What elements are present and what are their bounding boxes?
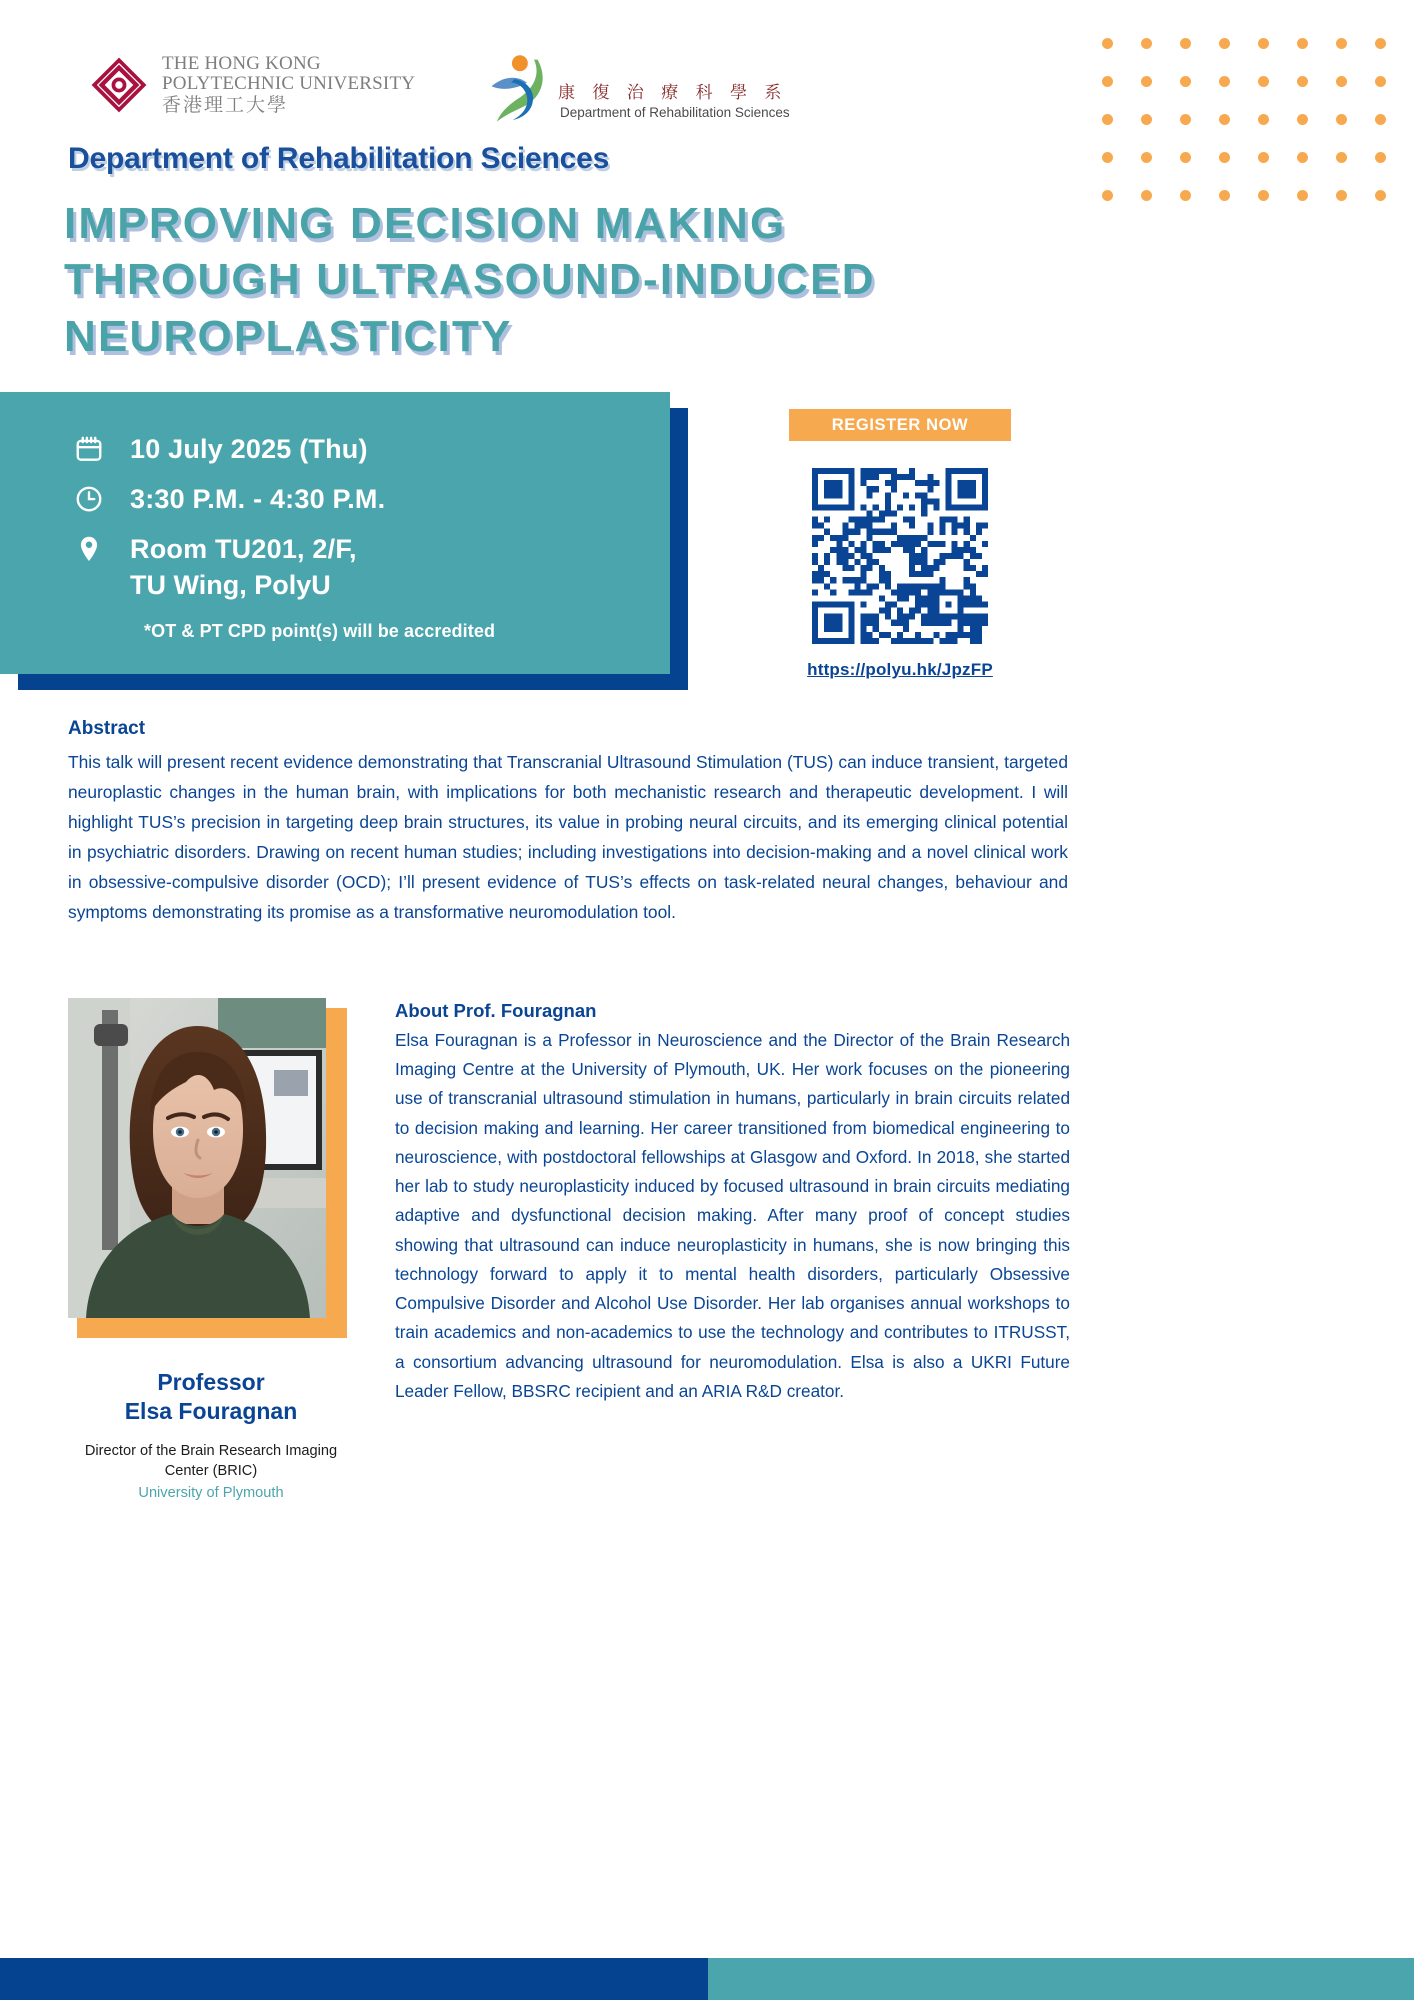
- register-now-button[interactable]: REGISTER NOW: [789, 409, 1011, 441]
- footer-bar: [0, 1958, 1414, 2000]
- polyu-logo-line1: THE HONG KONG: [162, 53, 321, 75]
- dot-decoration: [1297, 114, 1308, 125]
- event-info-panel: [0, 392, 670, 674]
- dot-decoration: [1375, 190, 1386, 201]
- polyu-logo-line2: POLYTECHNIC UNIVERSITY: [162, 73, 416, 95]
- dot-decoration: [1180, 152, 1191, 163]
- event-time-row: [72, 474, 670, 524]
- speaker-portrait-image: [68, 998, 326, 1318]
- footer-bar-teal: [708, 1958, 1414, 2000]
- location-pin-icon: [72, 532, 106, 566]
- dot-decoration: [1102, 152, 1113, 163]
- dot-decoration: [1258, 114, 1269, 125]
- dot-decoration: [1141, 152, 1152, 163]
- department-logo-chinese: 康 復 治 療 科 學 系: [558, 83, 788, 103]
- dot-decoration: [1102, 190, 1113, 201]
- department-logo: [488, 52, 790, 124]
- dot-decoration: [1102, 76, 1113, 87]
- about-body: Elsa Fouragnan is a Professor in Neuroscience and the Director of the Brain Research Imaging Centre at the University of Plymouth, UK. Her work focuses on the pioneering use of transcranial ultrasound stimulation in humans, particularly in brain circuits related to decision making and learning. Her career transitioned from biomedical engineering to neuroscience, with postdoctoral fellowships at Glasgow and Oxford. In 2018, she started her lab to study neuroplasticity induced by focused ultrasound in brain circuits mediating adaptive and dysfunctional decision making. After many proof of concept studies showing that ultrasound can induce neuroplasticity in humans, she is now bringing this technology forward to apply it to mental health disorders, particularly Obsessive Compulsive Disorder and Alcohol Use Disorder. Her lab organises annual workshops to train academics and non-academics to use the technology and contributes to ITRUSST, a consortium advancing ultrasound for neuromodulation. Elsa is also a UKRI Future Leader Fellow, BBSRC recipient and an ARIA R&D creator.: [395, 1030, 1070, 1401]
- logo-row: [88, 52, 908, 126]
- department-logo-text: [558, 78, 790, 120]
- registration-url[interactable]: https://polyu.hk/JpzFP: [807, 660, 993, 679]
- dot-decoration: [1219, 76, 1230, 87]
- dot-decoration: [1180, 190, 1191, 201]
- abstract-heading: Abstract: [68, 718, 146, 739]
- polyu-knot-logo-icon: [88, 54, 150, 116]
- speaker-affiliation: University of Plymouth: [138, 1485, 284, 1501]
- department-heading: Department of Rehabilitation Sciences: [68, 142, 610, 175]
- speaker-title-line: Professor: [157, 1369, 265, 1395]
- rehab-sciences-logo-icon: [488, 52, 550, 124]
- qr-code[interactable]: [812, 468, 988, 644]
- dot-decoration: [1180, 76, 1191, 87]
- dot-decoration: [1375, 152, 1386, 163]
- speaker-role: [46, 1442, 376, 1481]
- dot-decoration: [1375, 76, 1386, 87]
- dot-decoration: [1375, 38, 1386, 49]
- dot-decoration: [1219, 152, 1230, 163]
- event-venue-line2: TU Wing, PolyU: [130, 570, 331, 600]
- speaker-role-line2: Center (BRIC): [164, 1462, 258, 1479]
- speaker-portrait: [68, 998, 326, 1318]
- dot-decoration: [1258, 76, 1269, 87]
- event-time-value: 3:30 P.M. - 4:30 P.M.: [130, 483, 386, 514]
- speaker-name-block: [46, 1368, 376, 1427]
- speaker-role-line1: Director of the Brain Research Imaging: [84, 1443, 338, 1459]
- dot-decoration: [1375, 114, 1386, 125]
- polyu-logo: [88, 54, 415, 116]
- dot-decoration: [1258, 152, 1269, 163]
- dot-decoration: [1219, 114, 1230, 125]
- dot-decoration: [1141, 38, 1152, 49]
- dot-decoration: [1219, 38, 1230, 49]
- dot-grid-decoration: [1102, 38, 1398, 223]
- calendar-icon: [72, 432, 106, 466]
- polyu-logo-text: [162, 54, 415, 115]
- page-title: IMPROVING DECISION MAKING THROUGH ULTRASOUND-INDUCED NEUROPLASTICITY: [64, 199, 876, 361]
- event-venue-line1: Room TU201, 2/F,: [130, 533, 357, 564]
- department-logo-english: Department of Rehabilitation Sciences: [560, 105, 790, 120]
- about-heading: About Prof. Fouragnan: [395, 1000, 597, 1021]
- speaker-name: Elsa Fouragnan: [124, 1398, 298, 1425]
- dot-decoration: [1219, 190, 1230, 201]
- dot-decoration: [1180, 38, 1191, 49]
- dot-decoration: [1141, 190, 1152, 201]
- event-date-row: [72, 424, 670, 474]
- qr-code-icon: [812, 468, 988, 644]
- dot-decoration: [1297, 152, 1308, 163]
- dot-decoration: [1336, 114, 1347, 125]
- dot-decoration: [1180, 114, 1191, 125]
- dot-decoration: [1297, 190, 1308, 201]
- event-venue-row: [72, 524, 670, 574]
- clock-icon: [72, 482, 106, 516]
- dot-decoration: [1336, 152, 1347, 163]
- dot-decoration: [1336, 76, 1347, 87]
- footer-bar-blue: [0, 1958, 708, 2000]
- dot-decoration: [1336, 190, 1347, 201]
- dot-decoration: [1297, 76, 1308, 87]
- cpd-note: *OT & PT CPD point(s) will be accredited: [144, 621, 496, 641]
- polyu-logo-chinese: 香港理工大學: [162, 93, 289, 116]
- event-info-list: [72, 424, 670, 642]
- dot-decoration: [1102, 114, 1113, 125]
- dot-decoration: [1258, 190, 1269, 201]
- dot-decoration: [1336, 38, 1347, 49]
- dot-decoration: [1258, 38, 1269, 49]
- dot-decoration: [1102, 38, 1113, 49]
- dot-decoration: [1141, 114, 1152, 125]
- dot-decoration: [1141, 76, 1152, 87]
- abstract-body: This talk will present recent evidence demonstrating that Transcranial Ultrasound Stimulation (TUS) can induce transient, targeted neuroplastic changes in the human brain, with implications for both mechanistic research and therapeutic development. I will highlight TUS’s precision in targeting deep brain structures, its value in probing neural circuits, and its emerging clinical potential in psychiatric disorders. Drawing on recent human studies; including investigations into decision-making and a novel clinical work in obsessive-compulsive disorder (OCD); I’ll present evidence of TUS’s effects on task-related neural changes, behaviour and symptoms demonstrating its promise as a transformative neuromodulation tool.: [68, 752, 1068, 922]
- event-date-value: 10 July 2025 (Thu): [130, 433, 368, 464]
- dot-decoration: [1297, 38, 1308, 49]
